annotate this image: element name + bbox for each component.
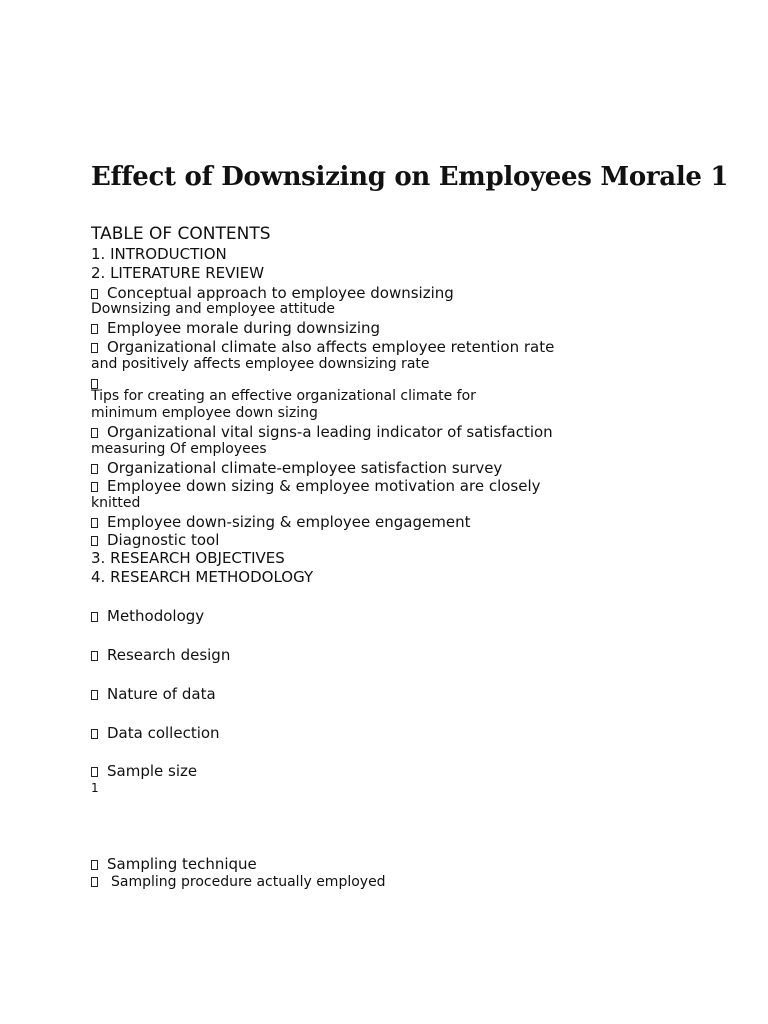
toc-item-label: Diagnostic tool (107, 531, 220, 549)
bullet-icon (91, 464, 98, 474)
toc-item-motivation (91, 477, 541, 495)
toc-item-survey (91, 459, 502, 477)
toc-item-literature-review: 2. LITERATURE REVIEW (91, 264, 265, 282)
toc-item-label: Employee morale during downsizing (107, 319, 381, 337)
toc-item-label: Employee down sizing & employee motivation are closely (107, 477, 541, 495)
bullet-icon (91, 289, 98, 299)
toc-heading: TABLE OF CONTENTS (91, 224, 271, 244)
toc-item-label: Organizational vital signs-a leading indicator of satisfaction (107, 423, 553, 441)
bullet-icon (91, 518, 98, 528)
toc-item-climate-retention (91, 338, 554, 356)
toc-item-introduction: 1. INTRODUCTION (91, 245, 227, 263)
toc-item-conceptual (91, 284, 454, 302)
toc-item-sample-size (91, 762, 197, 780)
toc-item-label: Sampling technique (107, 855, 257, 873)
toc-item-sampling-technique (91, 855, 257, 873)
bullet-icon (91, 690, 98, 700)
toc-item-label: Data collection (107, 724, 220, 742)
document-title: Effect of Downsizing on Employees Morale 1 (91, 162, 729, 192)
toc-item-nature-of-data (91, 685, 216, 703)
toc-item-label: Nature of data (107, 685, 216, 703)
toc-item-label: Research design (107, 646, 231, 664)
toc-item-data-collection (91, 724, 220, 742)
toc-item-methodology-heading: 4. RESEARCH METHODOLOGY (91, 568, 314, 586)
toc-item-label: Sampling procedure actually employed (111, 874, 386, 890)
toc-item-research-design (91, 646, 230, 664)
bullet-icon (91, 729, 98, 739)
toc-item-motivation-cont: knitted (91, 495, 141, 511)
toc-item-objectives: 3. RESEARCH OBJECTIVES (91, 549, 285, 567)
bullet-icon (91, 482, 98, 492)
toc-item-tips-cont: minimum employee down sizing (91, 405, 318, 421)
toc-item-label: Organizational climate also affects employee retention rate (107, 338, 555, 356)
bullet-icon (91, 612, 98, 622)
bullet-icon (91, 343, 98, 353)
toc-item-vital-signs (91, 423, 553, 441)
bullet-icon (91, 860, 98, 870)
bullet-icon (91, 767, 98, 777)
toc-item-diagnostic (91, 531, 219, 549)
bullet-icon (91, 536, 98, 546)
bullet-icon (91, 428, 98, 438)
toc-item-attitude: Downsizing and employee attitude (91, 301, 335, 317)
toc-item-label: Organizational climate-employee satisfaction survey (107, 459, 503, 477)
page-number: 1 (91, 781, 99, 795)
toc-item-label: Conceptual approach to employee downsizing (107, 284, 454, 302)
toc-item-label: Sample size (107, 762, 198, 780)
toc-item-label: Employee down-sizing & employee engagement (107, 513, 471, 531)
toc-item-methodology (91, 607, 204, 625)
toc-item-morale (91, 319, 380, 337)
toc-item-tips: Tips for creating an effective organizational climate for (91, 388, 476, 404)
toc-item-engagement (91, 513, 470, 531)
toc-item-sampling-procedure (91, 874, 386, 890)
bullet-icon (91, 324, 98, 334)
bullet-icon (91, 877, 98, 887)
bullet-icon (91, 651, 98, 661)
toc-item-label: Methodology (107, 607, 205, 625)
toc-item-climate-retention-cont: and positively affects employee downsizing rate (91, 356, 430, 372)
toc-item-vital-signs-cont: measuring Of employees (91, 441, 267, 457)
